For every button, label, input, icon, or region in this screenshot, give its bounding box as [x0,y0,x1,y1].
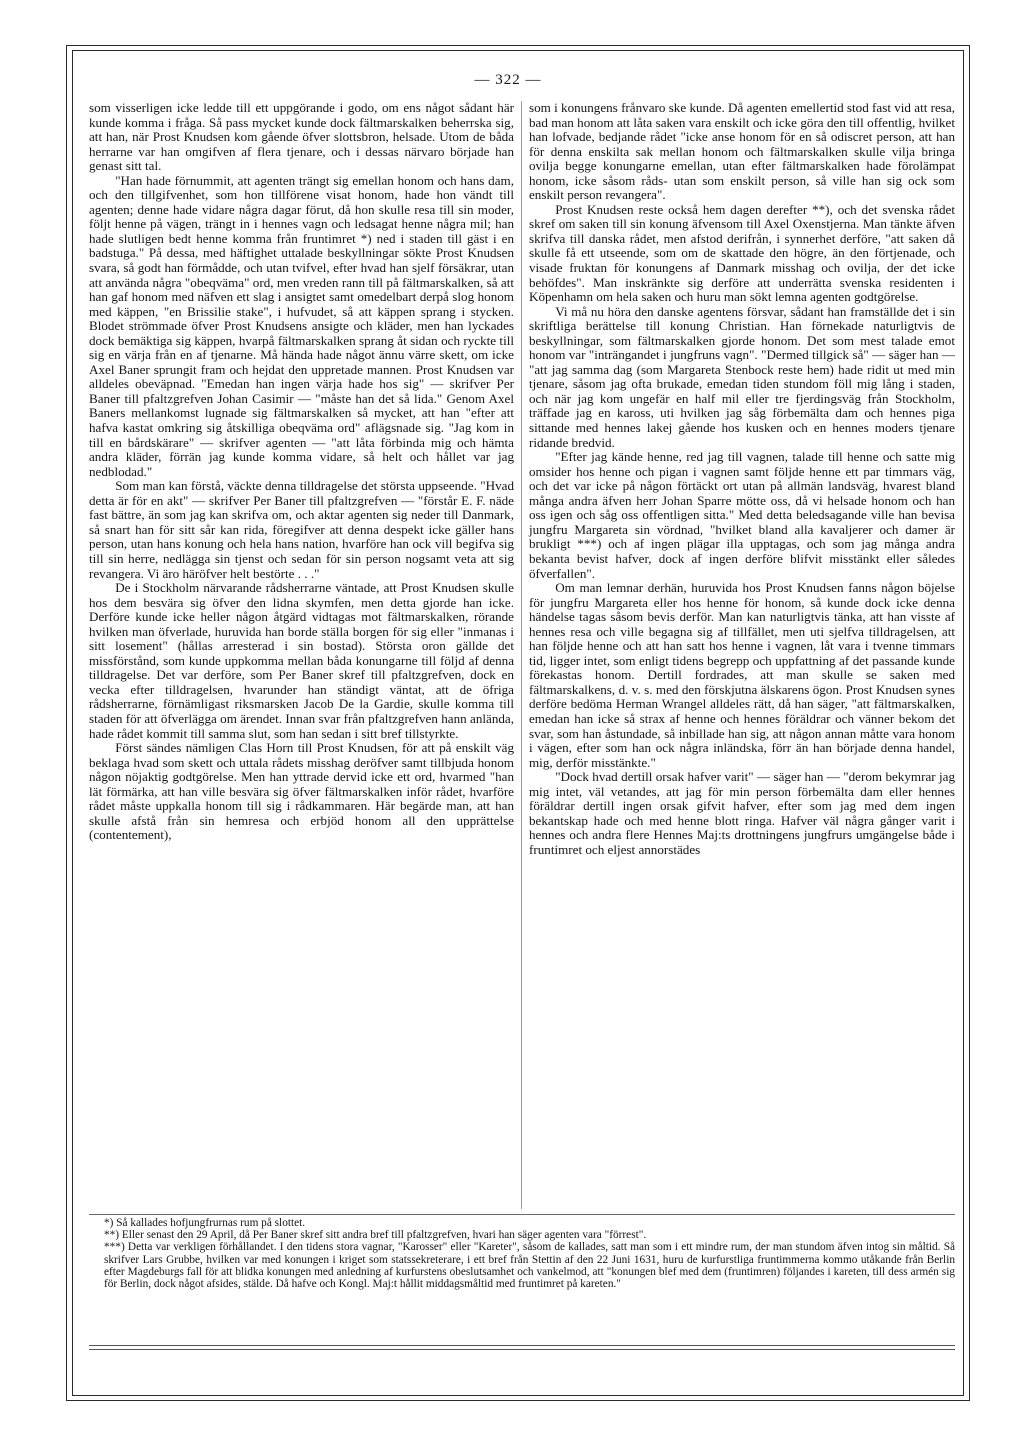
footnotes [104,1217,955,1290]
footnote-divider [89,1214,955,1215]
paragraph: som i konungens frånvaro ske kunde. Då agenten emellertid stod fast vid att resa, bad man honom att låta saken vara enskilt och icke göra den till offentlig, hvilket han lofvade, bedjande rådet "icke anse honom för en så odiscret person, att han för denna enskilta sak mellan honom och fältmarskalken skulle vilja bringa ovilja begge konungarne emellan, utan efter fältmarskalken hade förolämpat honom, icke såsom råds- utan som enskilt person, så ville han sig ock som enskilt person revangera". [529,100,955,203]
column-divider [521,101,522,1209]
footnote: *) Så kallades hofjungfrurnas rum på slottet. [104,1217,306,1229]
bottom-rule [89,1345,955,1346]
left-column [89,101,514,843]
paragraph: Prost Knudsen reste också hem dagen derefter **), och det svenska rådet skref om saken till sin konung äfvensom till Axel Oxenstjerna. Man tänkte äfven skrifva till danska rådet, men afstod derifrån, i synnerhet derföre, "att saken då skulle få ett utseende, som om de skattade den högre, än den förtjenade, och visade fruktan för konungens af Danmark misshag och ovilja, der det icke behöfdes". Man inskränkte sig derföre att underrätta svenska residenten i Köpenhamn om hela saken och huru man sökt lemna agenten godtgörelse. [529,201,955,305]
page-number: — 322 — [474,72,542,88]
paragraph: Om man lemnar derhän, huruvida hos Prost Knudsen fanns någon böjelse för jungfru Margareta eller hos henne för honom, så kunde dock icke denna händelse tagas såsom bevis derför. Man kan naturligtvis tänka, att han visste af hennes resa och ville begagna sig af tillfället, men uti sjelfva tilldragelsen, att han följde henne och att han satt hos henne i vagnen, låt vara i tvenne timmars tid, ligger intet, som enligt tidens begrepp och uppfattning af det passande kunde förekastas honom. Dertill fordrades, att man skulle se saken med fältmarskalkens, d. v. s. med den förskjutna älskarens ögon. Prost Knudsen synes derföre bedöma Herman Wrangel alldeles rätt, då han säger, "att fältmarskalken, emedan han icke så strax af henne och hennes föräldrar och vänner bekom det svar, som han åstundade, så inbillade han sig, att någon annan måtte vara honom i vägen, efter som han ock några inländska, förr än han började denna handel, mig, derför misstänkte." [529,580,955,770]
paragraph: Vi må nu höra den danske agentens försvar, sådant han framställde det i sin skriftliga berättelse till konung Christian. Han förnekade naturligtvis de beskyllningar, som fältmarskalken gjorde honom. Det som mest talade emot honom var "inträngandet i jungfruns vagn". "Dermed tillgick så" — säger han — "att jag samma dag (som Margareta Stenbock reste hem) hade ridit ut med min tjenare, såsom jag ofta brukade, emedan tiden stundom föll mig lång i staden, och när jag kom ungefär en half mil eller tre fjerdingsväg från Stockholm, träffade jag en kaross, uti hvilken jag såg förbemälta dam och hennes piga sittande med hennes lakej gående hos kusken och en hennes moders tjenare ridande bredvid. [529,303,955,450]
paragraph: "Han hade förnummit, att agenten trängt sig emellan honom och hans dam, och den tillgifvenhet, som hon tillförene visat honom, hade hon vändt till agenten; denne hade vidare några dagar förut, då hon skulle resa till sin moder, följt henne på vägen, trängt in i hennes vagn och ledsagat henne några mil; han hade slutligen bedt henne komma från fruntimret *) ned i staden till gäst i en badstuga." På dessa, med häftighet uttalade beskyllningar sökte Prost Knudsen svara, så godt han förmådde, och utan tvifvel, efter hvad han sjelf försäkrar, utan att använda några "obeqväma" ord, men vreden rann till på fältmarskalken, så att han gaf honom med näfven ett slag i ansigtet samt omedelbart derpå slog honom med käppen, "en Brissilie stake", i hufvudet, så att käppen sprang i stycken. Blodet strömmade öfver Prost Knudsens ansigte och kläder, men han lyckades dock bemäktiga sig käppen, hvarpå fältmarskalken sprang åt sidan och ryckte till sig en värja från en af tjenarne. Må hända hade något ännu värre skett, om icke Axel Baner sprungit fram och hejdat den uppretade mannen. Prost Knudsen var alldeles obeväpnad. "Emedan han ingen värja hade hos sig" — skrifver Per Baner till pfaltzgrefven Johan Casimir — "måste han det så lida." Genom Axel Baners mellankomst lugnade sig fältmarskalken så mycket, att han "efter att hafva kastat omkring sig åtskilliga obeqväma ord" aflägsnade sig. "Jag kom in till en bårdskärare" — skrifver agenten — "att låta förbinda mig och hämta andra kläder, förrän jag kunde komma vidare, så helt och hållet var jag nedblodad." [89,172,514,479]
footnote: **) Eller senast den 29 April, då Per Baner skref sitt andra bref till pfaltzgrefven, hvari han säger agenten vara "förrest". [104,1229,647,1242]
bottom-rule-double [89,1349,955,1350]
right-column [529,101,955,857]
paragraph: som visserligen icke ledde till ett uppgörande i godo, om ens något sådant här kunde komma i fråga. Så pass mycket kunde dock fältmarskalken beherrska sig, att han, när Prost Knudsen kom gående öfver slottsbron, helsade. Utom de båda herrarne var han omgifven af flera tjenare, och i dessas närvaro började han genast sitt tal. [89,100,514,174]
paragraph: De i Stockholm närvarande rådsherrarne väntade, att Prost Knudsen skulle hos dem besvära sig öfver den lidna skymfen, men detta gjorde han icke. Derföre kunde icke heller någon åtgärd vidtagas mot fältmarskalken, rörande hvilken man öfverlade, huruvida han borde ställa borgen för sig eller "inmanas i sitt losement" (hållas arresterad i sin bostad). Största oron gällde det missförstånd, som kunde uppkomma mellan båda konungarne till följd af denna tilldragelse. Det var derföre, som Per Baner skref till pfaltzgrefven, dock en vecka efter tilldragelsen, hvarunder han ständigt väntat, att de öfriga rådsherrarne, förnämligast riksmarsken Jacob De la Gardie, skulle komma till staden för att öfverlägga om ärendet. Innan svar från pfaltzgrefven hann anlända, hade rådet kommit till samma slut, som han sedan i sitt bref tillstyrkte. [89,580,514,741]
paragraph: Först sändes nämligen Clas Horn till Prost Knudsen, för att på enskilt väg beklaga hvad som skett och uttala rådets misshag deröfver samt tillbjuda honom någon nöjaktig godtgörelse. Men han yttrade dervid icke ett ord, hvarmed "han lät förmärka, att han ville besvära sig öfver fältmarskalken inför rådet, hvarföre rådet måste uppkalla honom till sig i rådkammaren. Här begärde man, att han skulle afstå från sin hemresa och erbjöd honom all den upprättelse (contentement), [89,740,514,843]
footnote: ***) Detta var verkligen förhållandet. I den tidens stora vagnar, "Karosser" eller "Kareter", såsom de kallades, satt man som i ett mindre rum, der man stundom äfven intog sin måltid. Så skrifver Lars Grubbe, hvilken var med konungen i kriget som statssekreterare, i ett bref från Stettin af den 22 Juni 1631, huru de kurfurstliga fruntimmerna kommo utåkande från Berlin efter Magdeburgs fall för att blidka konungen med anledning af kurfurstens obeslutsamhet och vankelmod, att "konungen blef med dem (fruntimren) följandes i kareten, till dess armén sig för Berlin, dock något afsides, stälde. Då hafve och Kongl. Maj:t hållit middagsmåltid med fruntimret på kareten." [104,1241,955,1291]
paragraph: "Efter jag kände henne, red jag till vagnen, talade till henne och satte mig omsider hos henne och pigan i vagnen samt följde henne ett par timmars väg, och det var icke på någon förtäckt ort utan på allmän landsväg, hvarest bland många andra äfven herr Johan Sparre mötte oss, då vi helsade honom och han oss igen och såg oss offentligen sitta." Med detta beledsagande ville han bevisa jungfru Margareta sin vördnad, "hvilket bland alla kavaljerer och damer är brukligt ***) och af ingen plägar illa upptagas, och som jag många andra bekanta bevist hafver, dock af ingen derföre blifvit misstänkt eller således öfverfallen". [529,449,955,581]
paragraph: "Dock hvad dertill orsak hafver varit" — säger han — "derom bekymrar jag mig intet, väl vetandes, att jag för min person förbemälta dam eller hennes föräldrar dertill ingen orsak gifvit hafver, efter som jag med dem ingen bekantskap hade och med henne blott ringa. Hafver väl några gånger varit i hennes och andra flere Hennes Maj:ts drottningens jungfrurs umgängelse både i fruntimret och eljest annorstädes [529,769,955,857]
paragraph: Som man kan förstå, väckte denna tilldragelse det största uppseende. "Hvad detta är för en akt" — skrifver Per Baner till pfaltzgrefven — "förstår E. F. näde fast bättre, än som jag kan skrifva om, och aktar agenten sig neder till Danmark, så snart han för sitt sår kan rida, föregifver att denna despekt icke gäller hans person, utan hans konung och hela hans nation, hvarföre han ock vill begifva sig till sin herre, nedlägga sin tjenst och sedan för sin person nogsamt veta att sig revangera. Vi äro häröfver helt bestörte . . ." [89,478,514,581]
